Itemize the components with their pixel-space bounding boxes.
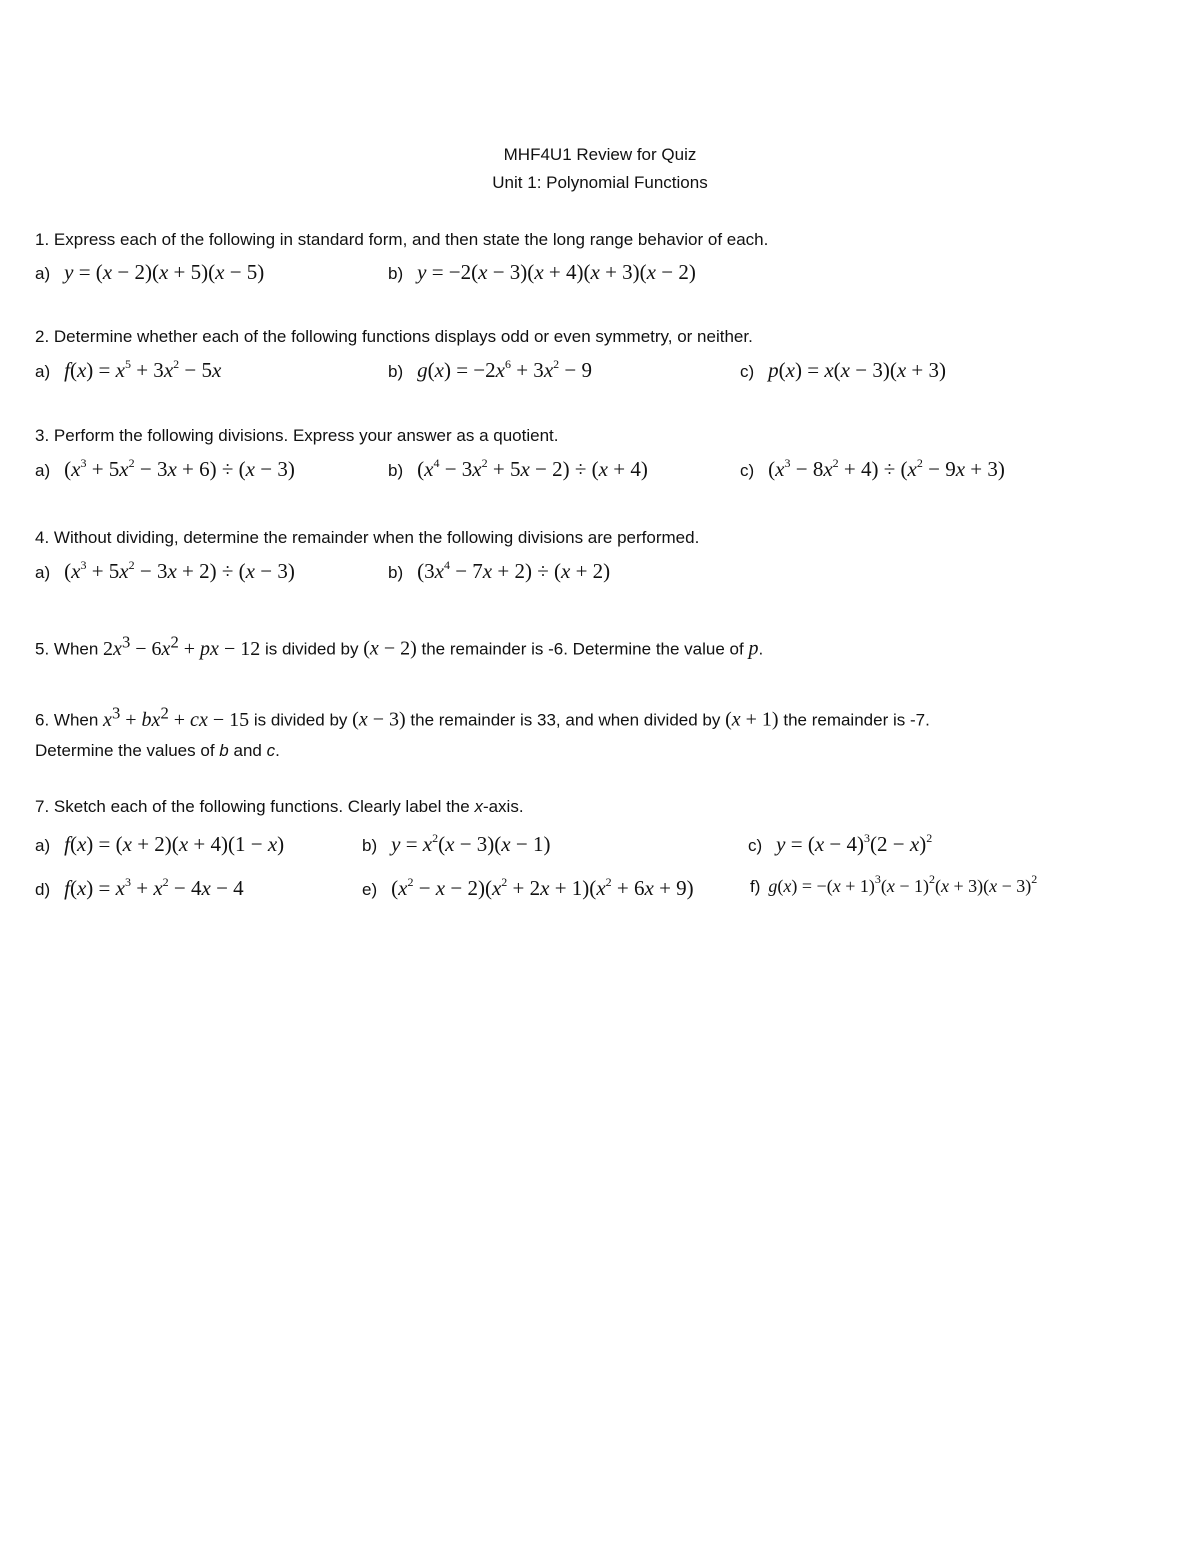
part-label: b) bbox=[388, 461, 404, 480]
q6-var-c: c bbox=[266, 741, 276, 760]
part-label: a) bbox=[35, 264, 51, 283]
math-expression: (x − 2) bbox=[363, 637, 417, 660]
question-2c bbox=[740, 358, 946, 383]
question-7b bbox=[362, 832, 550, 857]
part-label: a) bbox=[35, 563, 51, 582]
part-label: a) bbox=[35, 836, 51, 855]
part-label: b) bbox=[388, 264, 404, 283]
math-expression: $(x^2 - x - 2)(x^2 + 2x + 1)(x^2 + 6x + 9)$ bbox=[391, 875, 694, 900]
question-4-text: 4. Without dividing, determine the remainder when the following divisions are performed. bbox=[35, 528, 700, 547]
question-6 bbox=[35, 703, 930, 732]
math-expression: f(x) = (x + 2)(x + 4)(1 − x) bbox=[64, 832, 285, 856]
math-expression: $y = x^2(x - 3)(x - 1)$ bbox=[391, 831, 551, 856]
math-expression: p(x) = x(x − 3)(x + 3) bbox=[768, 358, 947, 382]
question-3-text: 3. Perform the following divisions. Express your answer as a quotient. bbox=[35, 426, 559, 445]
q5-text-4: . bbox=[758, 639, 764, 659]
math-variable: p bbox=[748, 637, 759, 660]
part-label: a) bbox=[35, 362, 51, 381]
q5-text-1: 5. When bbox=[35, 639, 99, 659]
math-expression: y = −2(x − 3)(x + 4)(x + 3)(x − 2) bbox=[417, 260, 696, 284]
question-2-text: 2. Determine whether each of the following functions displays odd or even symmetry, or neither. bbox=[35, 327, 753, 346]
math-expression: (x + 1) bbox=[725, 708, 779, 731]
math-expression: $g(x) = -(x + 1)^3(x - 1)^2(x + 3)(x - 3)^2$ bbox=[768, 872, 1038, 896]
question-4a bbox=[35, 559, 295, 584]
math-expression: $g(x) = -2x^6 + 3x^2 - 9$ bbox=[417, 357, 592, 382]
q5-text-3: the remainder is -6. Determine the value of bbox=[421, 639, 744, 659]
q6-text-3: the remainder is 33, and when divided by bbox=[410, 710, 721, 730]
part-label: b) bbox=[388, 362, 404, 381]
q6-var-b: b bbox=[219, 741, 229, 760]
question-3a bbox=[35, 457, 295, 482]
math-expression: $x^3 + bx^2$ + cx − 15 bbox=[103, 703, 250, 731]
math-expression: $f(x) = x^5 + 3x^2 - 5x$ bbox=[64, 357, 222, 382]
part-label: d) bbox=[35, 880, 51, 899]
math-expression: $(x^3 + 5x^2 - 3x + 6) \div (x - 3)$ bbox=[64, 456, 295, 481]
part-label: e) bbox=[362, 880, 378, 899]
part-label: c) bbox=[740, 362, 755, 381]
q7-text-1: 7. Sketch each of the following functions. Clearly label the bbox=[35, 797, 470, 816]
question-4b bbox=[388, 559, 610, 584]
question-7e bbox=[362, 876, 694, 901]
math-expression: $(3x^4 - 7x + 2) \div (x + 2)$ bbox=[417, 558, 611, 583]
part-label: b) bbox=[362, 836, 378, 855]
question-2b bbox=[388, 358, 592, 383]
question-7f bbox=[750, 872, 1038, 897]
q6-line2-text-e: . bbox=[275, 741, 280, 760]
math-expression: $(x^4 - 3x^2 + 5x - 2) \div (x + 4)$ bbox=[417, 456, 648, 481]
question-3b bbox=[388, 457, 648, 482]
question-7a bbox=[35, 832, 284, 857]
q6-text-2: is divided by bbox=[253, 710, 348, 730]
part-label: a) bbox=[35, 461, 51, 480]
math-expression: $(x^3 + 5x^2 - 3x + 2) \div (x - 3)$ bbox=[64, 558, 295, 583]
math-expression: $y = (x - 4)^3(2 - x)^2$ bbox=[776, 831, 933, 856]
question-2a bbox=[35, 358, 221, 383]
question-1a bbox=[35, 260, 264, 285]
part-label: c) bbox=[740, 461, 755, 480]
page-title: MHF4U1 Review for Quiz bbox=[503, 145, 697, 164]
part-label: f) bbox=[750, 877, 761, 896]
q6-line2-text-a: Determine the values of bbox=[35, 741, 215, 760]
question-7-text bbox=[35, 797, 524, 817]
math-expression: y = (x − 2)(x + 5)(x − 5) bbox=[64, 260, 265, 284]
part-label: c) bbox=[748, 836, 763, 855]
q7-text-3: -axis. bbox=[482, 797, 524, 816]
q5-text-2: is divided by bbox=[264, 639, 359, 659]
question-1b bbox=[388, 260, 696, 285]
q6-text-4: the remainder is -7. bbox=[783, 710, 930, 730]
question-1-text: 1. Express each of the following in standard form, and then state the long range behavior of each. bbox=[35, 230, 769, 249]
page-subtitle: Unit 1: Polynomial Functions bbox=[492, 173, 708, 192]
math-expression: $(x^3 - 8x^2 + 4) \div (x^2 - 9x + 3)$ bbox=[768, 456, 1005, 481]
q6-line2-text-c: and bbox=[233, 741, 262, 760]
question-7d bbox=[35, 876, 244, 901]
q6-text-1: 6. When bbox=[35, 710, 99, 730]
math-expression: (x − 3) bbox=[352, 708, 406, 731]
q7-var-x: x bbox=[474, 797, 483, 816]
part-label: b) bbox=[388, 563, 404, 582]
math-expression: $2x^3 - 6x^2$ + px − 12 bbox=[103, 632, 261, 660]
question-7c bbox=[748, 832, 932, 857]
math-expression: $f(x) = x^3 + x^2 - 4x - 4$ bbox=[64, 875, 244, 900]
question-6-line-2 bbox=[35, 741, 280, 761]
question-3c bbox=[740, 457, 1005, 482]
question-5 bbox=[35, 632, 763, 661]
